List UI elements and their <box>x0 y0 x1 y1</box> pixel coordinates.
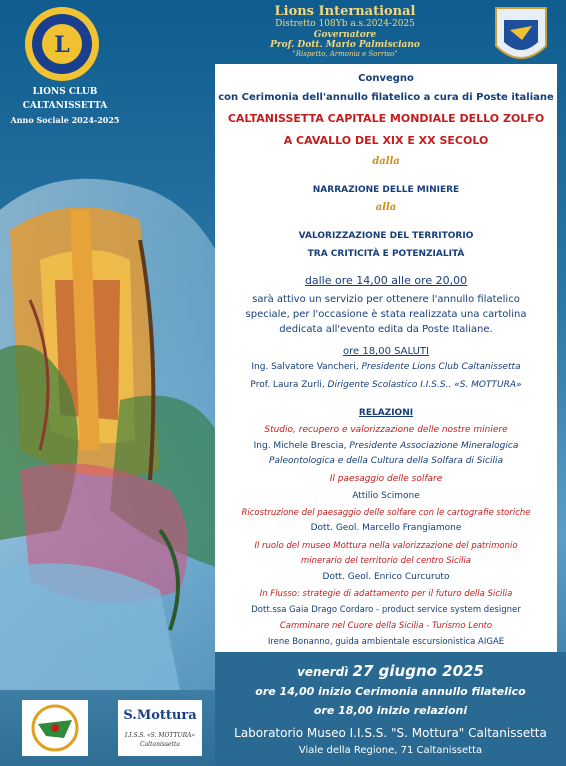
event-title-2: A CAVALLO DEL XIX E XX SECOLO <box>283 134 489 147</box>
mottura-caption-2: Caltanissetta <box>140 741 180 748</box>
event-date <box>215 662 566 680</box>
dalla-script: dalla <box>372 156 400 167</box>
convegno-label: Convegno <box>358 73 414 84</box>
event-date-main: 27 giugno 2025 <box>352 662 484 680</box>
relazioni-heading: RELAZIONI <box>358 408 414 418</box>
club-name-line2: CALTANISSETTA <box>22 101 108 111</box>
saluti-heading: ore 18,00 SALUTI <box>343 346 429 357</box>
venue-name: Laboratorio Museo I.I.S.S. "S. Mottura" Caltanissetta <box>234 726 547 740</box>
alla-script: alla <box>375 202 397 213</box>
narrazione-text: NARRAZIONE DELLE MINIERE <box>312 185 460 195</box>
relazione-2-speaker: Attilio Scimone <box>352 491 420 501</box>
relazione-1-speaker <box>215 441 557 451</box>
footer-line-1: ore 14,00 inizio Cerimonia annullo filatelico <box>255 685 526 698</box>
mottura-caption-1: I.I.S.S. «S. MOTTURA» <box>124 732 196 739</box>
saluto-1 <box>215 362 557 372</box>
sicily-association-logo <box>22 700 88 756</box>
event-title-1: CALTANISSETTA CAPITALE MONDIALE DELLO ZOLFO <box>227 112 545 125</box>
relazione-1-role-a: Presidente Associazione Mineralogica <box>349 441 519 451</box>
footer-line-2: ore 18,00 inizio relazioni <box>313 704 468 717</box>
relazione-4-topic-b: minerario del territorio del centro Sicilia <box>300 556 472 566</box>
valorizzazione-text: VALORIZZAZIONE DEL TERRITORIO <box>298 231 474 241</box>
header-motto: "Rispetto, Armonia e Sorriso" <box>292 50 398 58</box>
saluto-2-role: Dirigente Scolastico I.I.S.S.. «S. MOTTURA» <box>327 380 522 390</box>
relazione-3-topic: Ricostruzione del paesaggio delle solfare con le cartografie storiche <box>241 508 531 518</box>
relazione-1-speaker-name: Ing. Michele Brescia, <box>253 441 350 451</box>
header-name: Prof. Dott. Mario Palmisciano <box>270 40 420 50</box>
event-info-footer <box>215 652 566 766</box>
saluto-1-name: Ing. Salvatore Vancheri, <box>251 362 362 372</box>
header-district: Distretto 108Yb a.s.2024-2025 <box>275 19 415 29</box>
relazione-3-speaker: Dott. Geol. Marcello Frangiamone <box>310 523 462 533</box>
criticita-text: TRA CRITICITÀ E POTENZIALITÀ <box>307 249 465 259</box>
venue-address: Viale della Regione, 71 Caltanissetta <box>298 745 483 756</box>
saluto-2-name: Prof. Laura Zurli, <box>250 380 328 390</box>
orario-text: dalle ore 14,00 alle ore 20,00 <box>304 274 468 287</box>
club-year: Anno Sociale 2024-2025 <box>10 115 120 125</box>
svg-text:L: L <box>54 32 70 58</box>
relazione-1-topic: Studio, recupero e valorizzazione delle nostre miniere <box>264 425 508 435</box>
servizio-line-1: sarà attivo un servizio per ottenere l'annullo filatelico <box>252 294 520 305</box>
relazione-4-topic-a: Il ruolo del museo Mottura nella valorizzazione del patrimonio <box>254 541 518 551</box>
relazione-5-topic: In Flusso: strategie di adattamento per il futuro della Sicilia <box>259 589 513 599</box>
relazione-5-speaker: Dott.ssa Gaia Drago Cordaro - product service system designer <box>251 605 521 615</box>
event-panel <box>215 64 557 652</box>
event-weekday: venerdì <box>297 665 353 679</box>
district-header <box>215 4 475 58</box>
relazione-2-topic: Il paesaggio delle solfare <box>329 474 443 484</box>
servizio-line-3: dedicata all'evento edita da Poste Italiane. <box>279 324 493 335</box>
lions-club-logo <box>20 4 104 84</box>
mottura-logo-text: S.Mottura <box>123 708 197 723</box>
district-badge <box>492 4 550 70</box>
relazione-6-speaker: Irene Bonanno, guida ambientale escursionistica AIGAE <box>267 637 505 647</box>
cerimonia-text: con Cerimonia dell'annullo filatelico a cura di Poste italiane <box>218 92 554 103</box>
mottura-school-logo <box>118 700 202 756</box>
saluto-2 <box>215 380 557 390</box>
header-role: Governatore <box>313 30 377 40</box>
saluto-1-role: Presidente Lions Club Caltanissetta <box>361 362 521 372</box>
painting-artwork <box>0 150 225 690</box>
club-name-line1: LIONS CLUB <box>32 87 98 97</box>
sicily-map-icon <box>22 700 88 756</box>
servizio-line-2: speciale, per l'occasione è stata realizzata una cartolina <box>245 309 527 320</box>
header-title: Lions International <box>274 4 416 19</box>
relazione-1-role-b: Paleontologica e della Cultura della Solfara di Sicilia <box>269 456 503 466</box>
relazione-4-speaker: Dott. Geol. Enrico Curcuruto <box>322 572 450 582</box>
relazione-6-topic: Camminare nel Cuore della Sicilia - Turismo Lento <box>279 621 493 631</box>
